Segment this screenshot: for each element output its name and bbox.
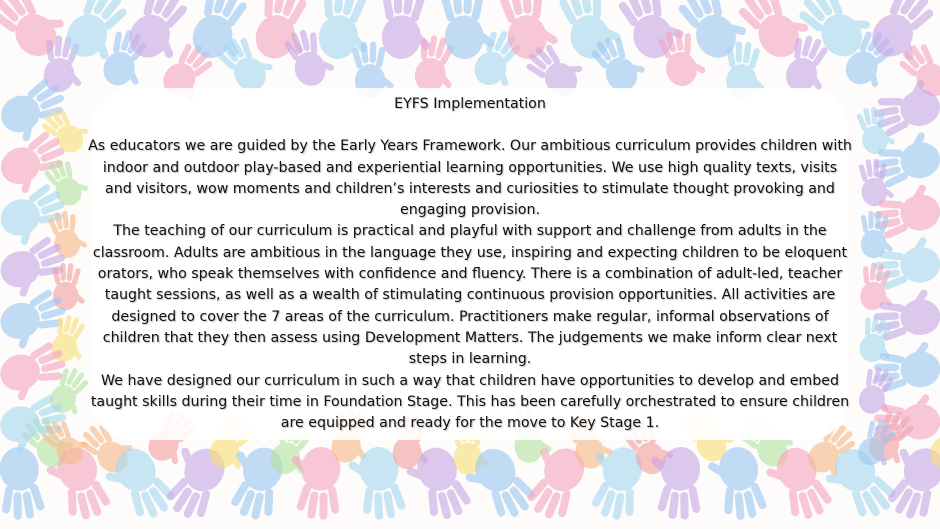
hand-print-icon [312,0,378,64]
paragraph-3: We have designed our curriculum in such a way that children have opportunities to develop and embed taught skills during their time in Foundation Stage. This has been carefully orchestrated to ensure children are equipped and ready for the move to Key Stage 1. [90,372,850,432]
paragraph-2: The teaching of our curriculum is practical and playful with support and challenge from adults in the classroom. Adults are ambitious in the language they use, inspiring and expecting children to be eloquent orators, who speak themselves with confidence and fluency. There is a combination of adult-led, teacher taught sessions, as well as a wealth of stimulating continuous provision opportunities. All activities are designed to cover the 7 areas of the curriculum. Practitioners make regular, informal observations of children that they then assess using Development Matters. The judgements we make inform clear next steps in learning. [92,223,848,368]
hand-print-icon [377,0,436,61]
paragraph-1: As educators we are guided by the Early Years Framework. Our ambitious curriculum provides children with indoor and outdoor play-based and experiential learning opportunities. We use high quality texts, visits and visitors, wow moments and children’s interests and curiosities to stimulate thought provoking and engaging provision. [88,138,852,219]
text-block [88,94,852,434]
slide-title: EYFS Implementation [394,96,546,112]
